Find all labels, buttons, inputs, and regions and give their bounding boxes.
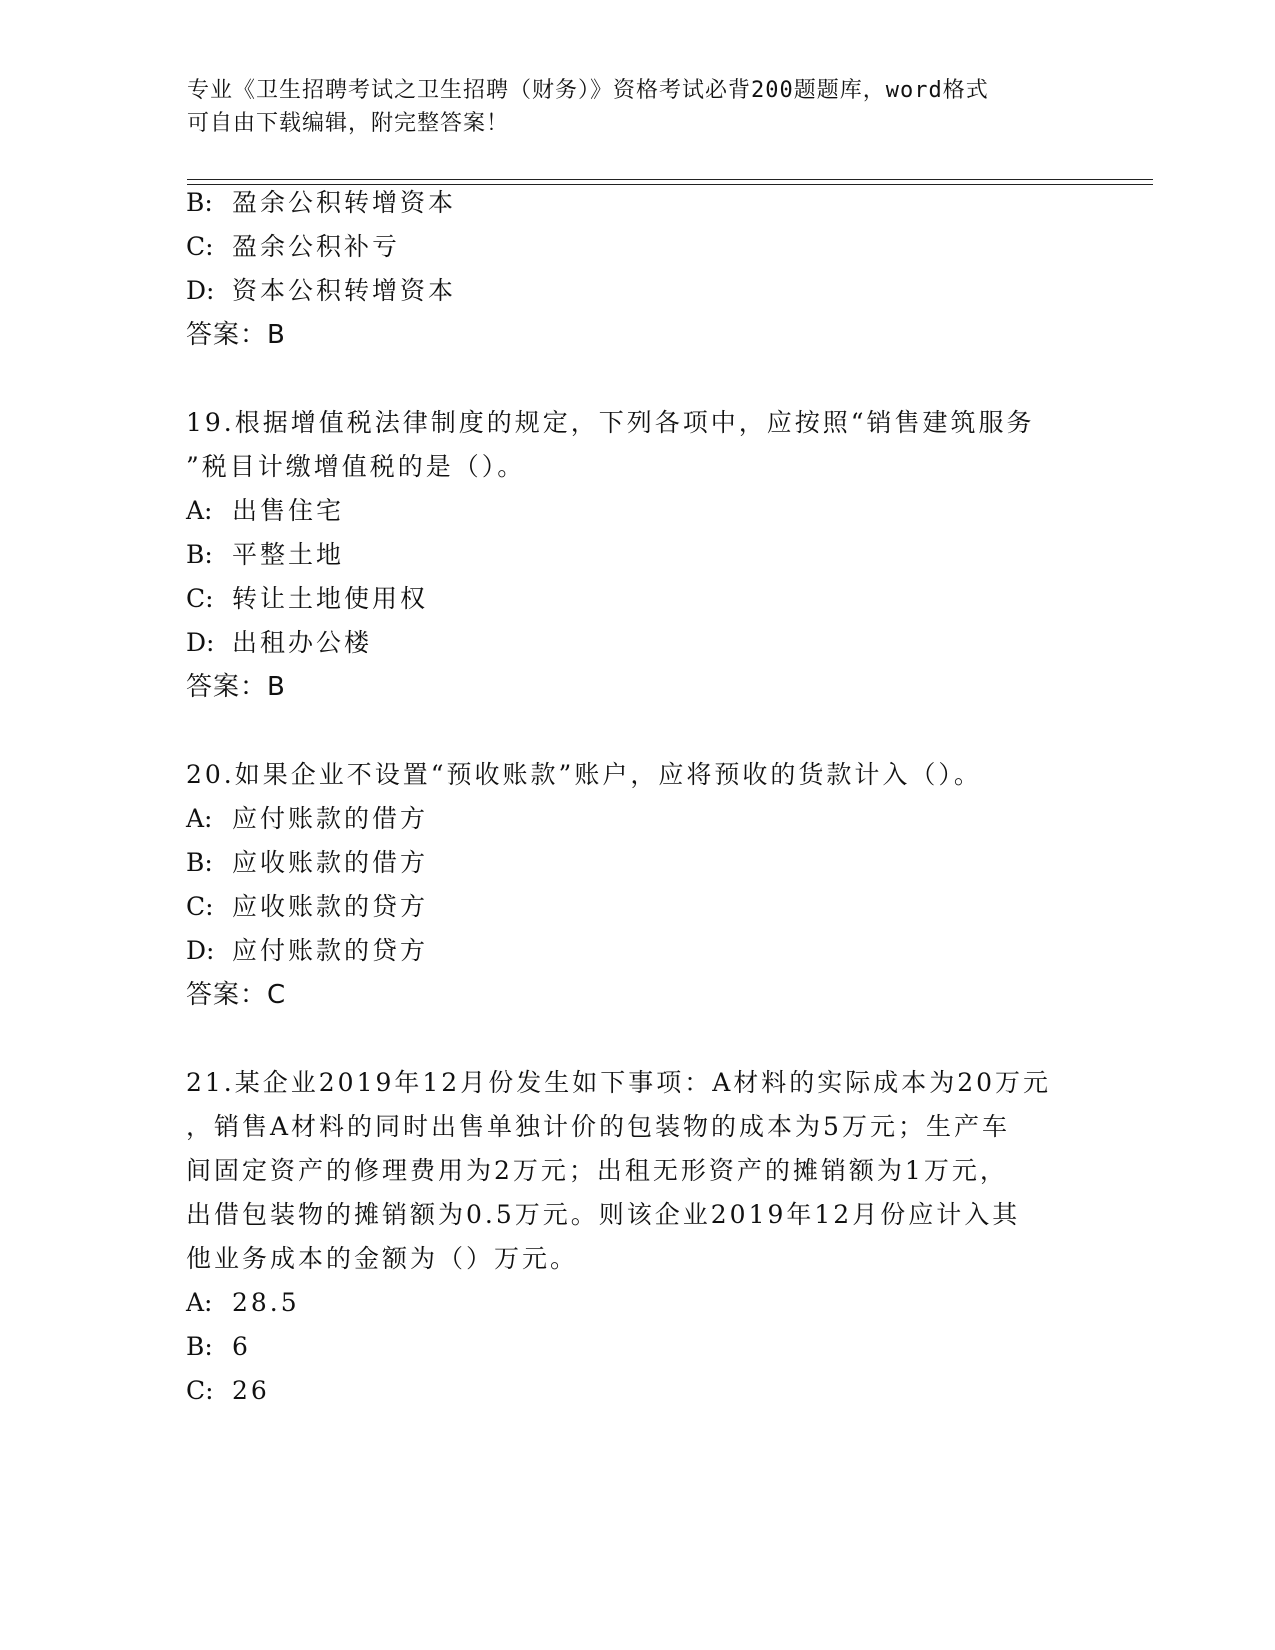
question-21-option-b [186,1332,251,1362]
option-text: 盈余公积转增资本 [232,188,457,217]
question-19-stem-line-1: 19.根据增值税法律制度的规定，下列各项中，应按照“销售建筑服务 [186,408,1035,437]
option-text: 应收账款的借方 [232,848,429,877]
header-title-line-1: 专业《卫生招聘考试之卫生招聘（财务）》资格考试必背200题题库，word格式 [187,78,989,103]
option-letter: D: [186,276,215,305]
header-divider-top [187,179,1153,180]
option-letter: A: [186,804,213,833]
option-text: 出售住宅 [232,496,345,525]
question-20-option-b [186,848,428,878]
option-letter: C: [186,1376,214,1405]
question-21-stem-line-4: 出借包装物的摊销额为0.5万元。则该企业2019年12月份应计入其 [186,1200,1021,1229]
option-text: 应收账款的贷方 [232,892,429,921]
option-letter: B: [186,848,213,877]
option-letter: C: [186,892,214,921]
answer-line: 答案：B [186,320,286,350]
option-letter: D: [186,936,215,965]
option-letter: C: [186,584,214,613]
document-header [187,74,1087,140]
option-d [186,276,456,306]
question-21-stem-line-5: 他业务成本的金额为（）万元。 [186,1244,579,1273]
question-20-stem-line-1: 20.如果企业不设置“预收账款”账户，应将预收的货款计入（）。 [186,760,982,789]
question-21-stem-line-2: ，销售A材料的同时出售单独计价的包装物的成本为5万元；生产车 [186,1112,1010,1141]
option-text: 出租办公楼 [232,628,373,657]
question-19-stem-line-2: ”税目计缴增值税的是（）。 [186,452,526,481]
option-c [186,232,400,262]
question-21-option-a [186,1288,300,1318]
option-text: 资本公积转增资本 [232,276,457,305]
option-b [186,188,456,218]
question-20-answer: 答案：C [186,980,287,1010]
question-21-option-c [186,1376,270,1406]
option-letter: B: [186,540,213,569]
question-19-option-c [186,584,428,614]
question-20-option-d [186,936,428,966]
option-letter: B: [186,1332,213,1361]
option-text: 26 [232,1376,270,1405]
option-text: 28.5 [232,1288,300,1317]
option-text: 盈余公积补亏 [232,232,401,261]
question-20-option-c [186,892,428,922]
question-20-option-a [186,804,428,834]
question-19-option-d [186,628,372,658]
question-19-option-b [186,540,344,570]
question-19-option-a [186,496,344,526]
option-text: 应付账款的借方 [232,804,429,833]
question-19-answer: 答案：B [186,672,286,702]
option-letter: C: [186,232,214,261]
option-letter: B: [186,188,213,217]
option-letter: A: [186,1288,213,1317]
option-text: 转让土地使用权 [232,584,429,613]
option-letter: D: [186,628,215,657]
option-text: 平整土地 [232,540,345,569]
question-21-stem-line-1: 21.某企业2019年12月份发生如下事项：A材料的实际成本为20万元 [186,1068,1052,1097]
option-letter: A: [186,496,213,525]
option-text: 6 [232,1332,251,1361]
question-21-stem-line-3: 间固定资产的修理费用为2万元；出租无形资产的摊销额为1万元， [186,1156,1008,1185]
header-title-line-2: 可自由下载编辑，附完整答案！ [187,111,510,136]
option-text: 应付账款的贷方 [232,936,429,965]
header-divider-bottom [187,184,1153,185]
